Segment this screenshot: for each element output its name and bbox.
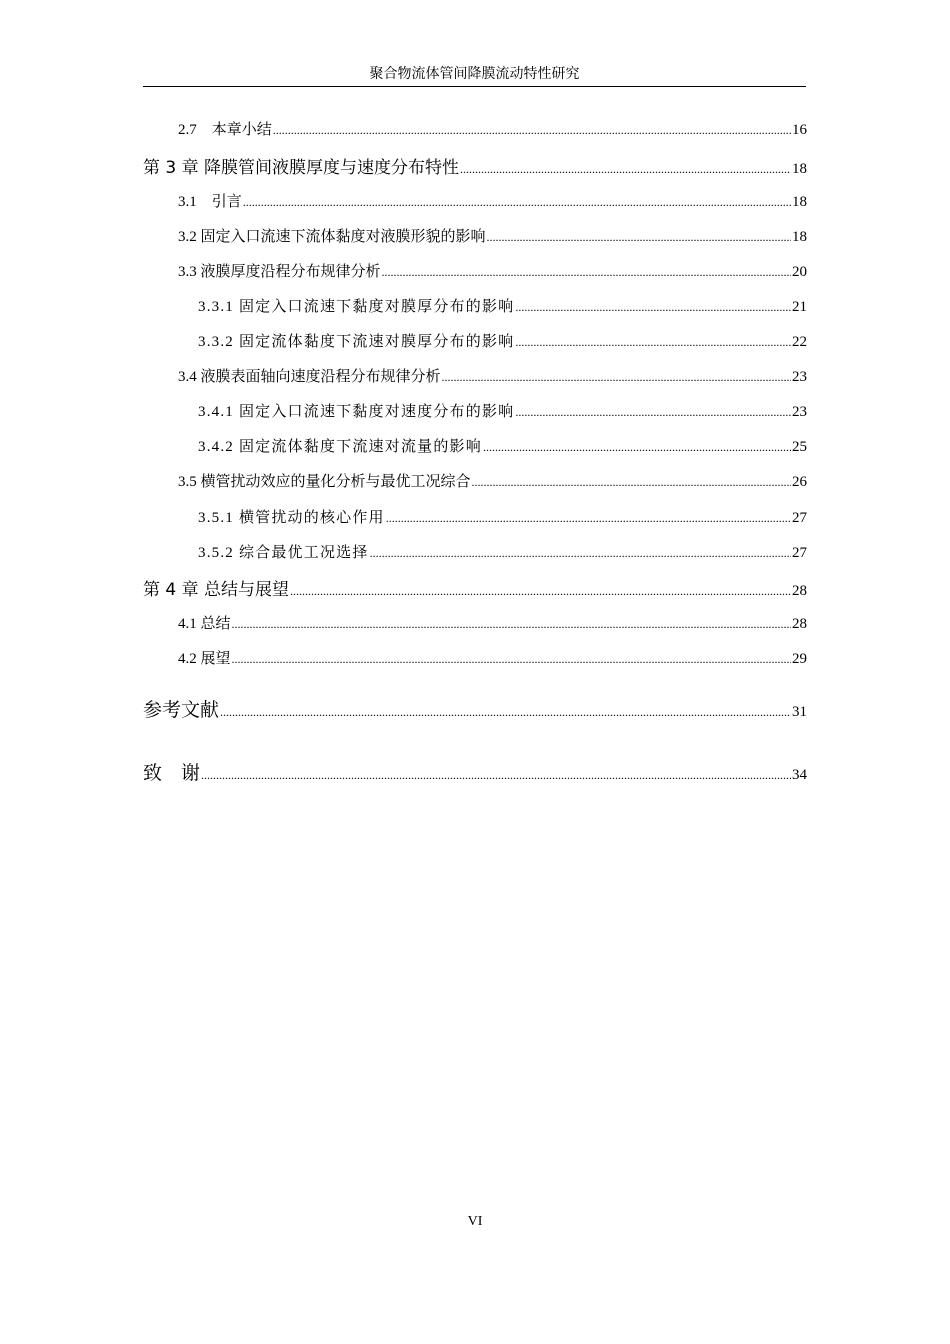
toc-entry[interactable]: [143, 647, 807, 668]
toc-entry-label: 致 谢: [143, 762, 201, 784]
toc-entry-label: 参考文献: [143, 699, 220, 721]
dot-leader: [370, 546, 791, 561]
toc-entry[interactable]: [143, 758, 807, 785]
toc-entry-label: 3.5.2 综合最优工况选择: [198, 545, 369, 561]
toc-entry-page: 22: [792, 334, 807, 350]
dot-leader: [460, 162, 791, 177]
toc-entry[interactable]: [143, 118, 807, 139]
header-rule: [143, 86, 806, 87]
toc-entry-label: 3.2 固定入口流速下流体黏度对液膜形貌的影响: [178, 229, 486, 245]
toc-entry-label: 3.1 引言: [178, 194, 242, 210]
toc-entry[interactable]: [143, 295, 807, 316]
dot-leader: [232, 652, 791, 667]
toc-entry-label: 3.4.1 固定入口流速下黏度对速度分布的影响: [198, 404, 515, 420]
toc-entry-label: 3.4.2 固定流体黏度下流速对流量的影响: [198, 439, 482, 455]
toc-entry[interactable]: [143, 435, 807, 456]
dot-leader: [382, 265, 791, 280]
dot-leader: [487, 230, 791, 245]
toc-entry-label: 3.5 横管扰动效应的量化分析与最优工况综合: [178, 474, 471, 490]
toc-entry-page: 18: [792, 161, 807, 177]
toc-entry-page: 29: [792, 651, 807, 667]
toc-entry[interactable]: [143, 541, 807, 562]
toc-entry-page: 18: [792, 229, 807, 245]
page-header: 聚合物流体管间降膜流动特性研究: [369, 67, 580, 82]
toc-entry-page: 20: [792, 264, 807, 280]
toc-entry-label: 2.7 本章小结: [178, 122, 272, 138]
toc-entry[interactable]: [143, 470, 807, 491]
dot-leader: [483, 440, 791, 455]
dot-leader: [472, 475, 791, 490]
toc-entry-label: 3.5.1 横管扰动的核心作用: [198, 510, 385, 526]
toc-entry-label: 3.3.1 固定入口流速下黏度对膜厚分布的影响: [198, 299, 515, 315]
dot-leader: [243, 195, 791, 210]
toc-entry-page: 28: [792, 616, 807, 632]
toc-entry-page: 28: [792, 583, 807, 599]
dot-leader: [515, 335, 791, 350]
toc-entry-label: 3.3 液膜厚度沿程分布规律分析: [178, 264, 381, 280]
toc-entry-page: 23: [792, 404, 807, 420]
toc-entry[interactable]: [143, 260, 807, 281]
toc-entry-label: 第 4 章 总结与展望: [143, 580, 290, 600]
toc-entry[interactable]: [143, 190, 807, 211]
dot-leader: [515, 300, 791, 315]
toc-entry-page: 16: [792, 122, 807, 138]
toc-entry[interactable]: [143, 225, 807, 246]
dot-leader: [220, 705, 791, 720]
page-number: VI: [467, 1214, 483, 1229]
toc-entry[interactable]: [143, 153, 807, 178]
dot-leader: [442, 370, 791, 385]
toc-entry-page: 25: [792, 439, 807, 455]
toc-entry-page: 27: [792, 545, 807, 561]
dot-leader: [201, 768, 791, 783]
toc-entry[interactable]: [143, 400, 807, 421]
toc-entry[interactable]: [143, 330, 807, 351]
toc-entry-label: 4.2 展望: [178, 651, 231, 667]
toc-entry-page: 21: [792, 299, 807, 315]
toc-entry[interactable]: [143, 695, 807, 722]
dot-leader: [386, 511, 791, 526]
toc-entry-page: 18: [792, 194, 807, 210]
toc-entry-page: 23: [792, 369, 807, 385]
dot-leader: [515, 405, 791, 420]
toc-entry-label: 3.3.2 固定流体黏度下流速对膜厚分布的影响: [198, 334, 515, 350]
toc-entry[interactable]: [143, 506, 807, 527]
toc-entry-label: 第 3 章 降膜管间液膜厚度与速度分布特性: [143, 158, 460, 178]
toc-entry[interactable]: [143, 575, 807, 600]
toc-entry-label: 4.1 总结: [178, 616, 231, 632]
toc-entry[interactable]: [143, 365, 807, 386]
dot-leader: [290, 584, 791, 599]
toc-entry-page: 31: [792, 704, 807, 720]
toc-entry-page: 34: [792, 767, 807, 783]
dot-leader: [232, 617, 791, 632]
toc-entry[interactable]: [143, 612, 807, 633]
toc-entry-label: 3.4 液膜表面轴向速度沿程分布规律分析: [178, 369, 441, 385]
toc-entry-page: 27: [792, 510, 807, 526]
dot-leader: [273, 123, 791, 138]
toc-entry-page: 26: [792, 474, 807, 490]
